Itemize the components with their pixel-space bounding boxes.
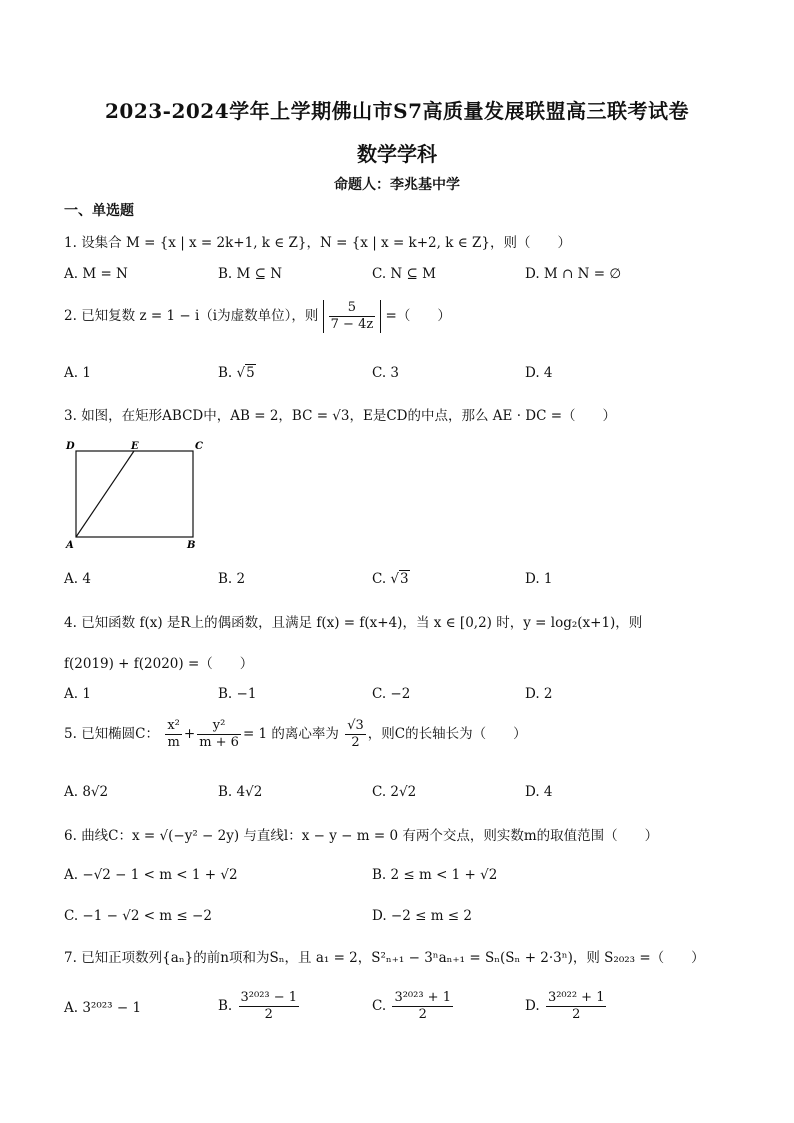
option-a: A. 4 [64, 571, 91, 587]
option-d: D. 4 [525, 365, 553, 381]
option-b: B. $\frac{\text{3²⁰²³ − 1}}{2}$ [218, 990, 298, 1022]
fraction: $\frac{\text{3²⁰²² + 1}}{2}$ [547, 990, 605, 1022]
fraction-x: $\frac{\text{x²}}{m}$ [167, 718, 180, 750]
option-a: A. 3²⁰²³ − 1 [64, 1000, 142, 1016]
fraction [329, 300, 376, 333]
label-d: D [66, 441, 75, 452]
question-4 [64, 611, 642, 631]
numerator: 5 [329, 300, 376, 317]
section-heading: 一、单选题 [64, 203, 134, 219]
option-a: A. −√2 − 1 < m < 1 + √2 [64, 867, 238, 883]
label-b: B [187, 540, 196, 551]
question-number: 2. [64, 308, 77, 324]
option-b: B. M ⊆ N [218, 266, 283, 282]
question-text: 曲线C：x = √(−y² − 2y) 与直线l：x − y − m = 0 有两个交点，则实数m的取值范围（ ） [81, 828, 659, 844]
fraction: $\frac{\text{3²⁰²³ − 1}}{2}$ [240, 990, 298, 1022]
label-c: C [195, 441, 203, 452]
rectangle-abcd [76, 451, 193, 537]
option-c: C. $\frac{\text{3²⁰²³ + 1}}{2}$ [372, 990, 451, 1022]
option-d: D. 4 [525, 784, 553, 800]
question-text: 已知正项数列{aₙ}的前n项和为Sₙ，且 a₁ = 2，S²ₙ₊₁ − 3ⁿaₙ₊₁ = Sₙ(Sₙ + 2·3ⁿ)，则 S₂₀₂₃ =（ ） [81, 950, 705, 966]
option-b: B. −1 [218, 686, 257, 702]
question-5: 5. 已知椭圆C： $\frac{\text{x²}}{m}$ + $\frac{\text{y²}}{m + 6}$ = 1 的离心率为 $\frac{√3}{2}$ ，则C的长轴长为（ ） [64, 718, 527, 750]
denominator: 7 − 4z [330, 317, 374, 332]
option-b: B. √5 [218, 365, 255, 381]
option-b: B. 4√2 [218, 784, 263, 800]
option-c: C. √3 [372, 571, 409, 587]
exam-subtitle: 数学学科 [357, 142, 437, 166]
option-a: A. M = N [64, 266, 128, 282]
label-e: E [131, 441, 139, 452]
option-d: D. $\frac{\text{3²⁰²² + 1}}{2}$ [525, 990, 605, 1022]
question-text: 已知复数 z = 1 − i（i为虚数单位），则 [81, 308, 319, 324]
question-4-line2: f(2019) + f(2020) =（ ） [64, 656, 254, 672]
question-text: 设集合 M = {x | x = 2k+1, k ∈ Z}，N = {x | x = k+2, k ∈ Z}，则（ ） [81, 235, 571, 251]
question-text: 如图，在矩形ABCD中，AB = 2，BC = √3，E是CD的中点，那么 AE · DC =（ ） [81, 408, 617, 424]
option-a: A. 8√2 [64, 784, 109, 800]
question-tail: =（ ） [385, 308, 451, 324]
question-number: 6. [64, 828, 77, 844]
option-d: D. 2 [525, 686, 553, 702]
option-d: D. −2 ≤ m ≤ 2 [372, 908, 473, 924]
question-number: 7. [64, 950, 77, 966]
option-a: A. 1 [64, 686, 91, 702]
sqrt-value: 5 [246, 365, 255, 381]
question-2 [64, 300, 451, 333]
sqrt-value: 3 [400, 571, 409, 587]
option-c: C. 2√2 [372, 784, 417, 800]
option-c: C. 3 [372, 365, 400, 381]
option-c: C. N ⊆ M [372, 266, 436, 282]
option-b: B. 2 ≤ m < 1 + √2 [372, 867, 498, 883]
question-6 [64, 824, 658, 844]
question-number: 5. [64, 726, 77, 742]
segment-ae [76, 451, 134, 537]
exam-title: 2023-2024学年上学期佛山市S7高质量发展联盟高三联考试卷 [105, 99, 689, 123]
question-7 [64, 946, 705, 966]
fraction-y: $\frac{\text{y²}}{m + 6}$ [199, 718, 239, 750]
rectangle-figure [62, 438, 212, 553]
fraction-e: $\frac{√3}{2}$ [347, 718, 364, 750]
question-text: 已知椭圆C： [81, 726, 160, 742]
question-1 [64, 231, 571, 251]
exam-author: 命题人：李兆基中学 [334, 177, 460, 193]
question-3 [64, 404, 616, 424]
question-text: 已知函数 f(x) 是R上的偶函数，且满足 f(x) = f(x+4)，当 x ∈ [0,2) 时，y = log₂(x+1)，则 [81, 615, 643, 631]
option-a: A. 1 [64, 365, 91, 381]
abs-value [323, 300, 382, 333]
option-d: D. 1 [525, 571, 553, 587]
question-number: 3. [64, 408, 77, 424]
option-b: B. 2 [218, 571, 246, 587]
option-c: C. −1 − √2 < m ≤ −2 [64, 908, 212, 924]
option-d: D. M ∩ N = ∅ [525, 266, 622, 282]
fraction: $\frac{\text{3²⁰²³ + 1}}{2}$ [394, 990, 451, 1022]
option-c: C. −2 [372, 686, 411, 702]
label-a: A [66, 540, 74, 551]
question-number: 4. [64, 615, 77, 631]
question-number: 1. [64, 235, 77, 251]
